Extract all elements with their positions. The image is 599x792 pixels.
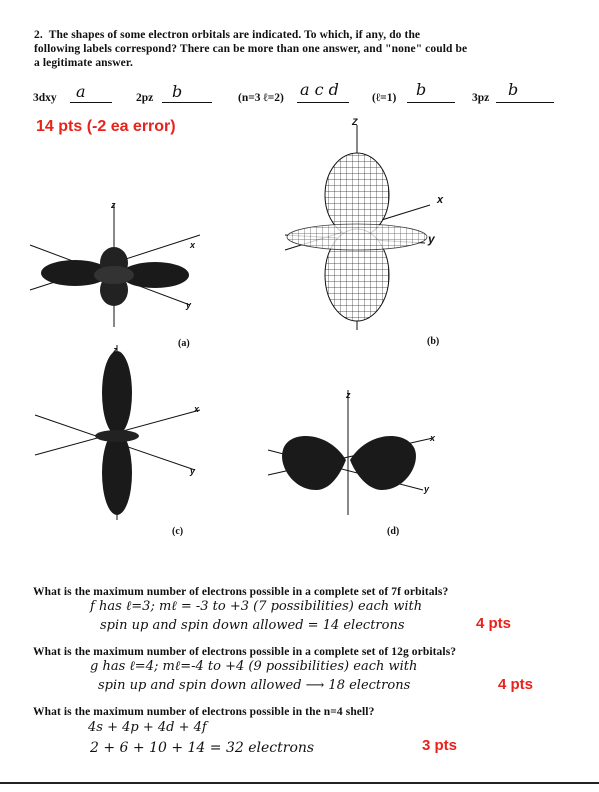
fig-d-caption: (d)	[387, 526, 400, 537]
answer-12g-line-1: g has ℓ=4; mℓ=-4 to +4 (9 possibilities) each with	[90, 659, 418, 674]
fig-b-caption: (b)	[427, 336, 440, 347]
fig-d-y-label: y	[424, 484, 430, 494]
answer-n3-l2: a c d	[300, 80, 339, 99]
label-2pz: 2pz	[136, 92, 154, 104]
fig-a-z-label: z	[111, 200, 116, 210]
fig-a-x-label: x	[190, 240, 196, 250]
answer-7f-line-1: f has ℓ=3; mℓ = -3 to +3 (7 possibilities) each with	[90, 599, 423, 614]
question-n4: What is the maximum number of electrons possible in the n=4 shell?	[33, 706, 375, 718]
grade-7f: 4 pts	[476, 615, 512, 632]
fig-c-y-label: y	[190, 466, 196, 476]
grade-n4: 3 pts	[422, 737, 458, 754]
label-3pz: 3pz	[472, 92, 490, 104]
answer-n4-line-1: 4s + 4p + 4d + 4f	[88, 720, 207, 735]
answer-3pz: b	[508, 80, 519, 99]
label-l1: (ℓ=1)	[372, 92, 397, 104]
answer-2pz: b	[172, 82, 183, 101]
blank-3pz[interactable]	[496, 90, 554, 103]
orbital-figure-a	[30, 195, 210, 335]
page-bottom-rule	[0, 782, 599, 784]
question-line-1: The shapes of some electron orbitals are indicated. To which, if any, do the	[48, 29, 421, 41]
orbital-figure-c	[35, 345, 210, 525]
question-line-2: following labels correspond? There can be more than one answer, and "none" could be	[34, 43, 468, 55]
grade-question-2: 14 pts (-2 ea error)	[36, 118, 176, 135]
answer-3dxy: a	[76, 82, 86, 101]
answer-l1: b	[416, 80, 427, 99]
blank-2pz[interactable]	[162, 90, 212, 103]
fig-a-caption: (a)	[178, 338, 190, 349]
fig-b-y-label: y	[428, 232, 435, 246]
fig-b-x-label: x	[437, 194, 444, 206]
orbital-figure-d	[268, 390, 438, 520]
fig-c-z-label: z	[113, 345, 118, 355]
fig-c-x-label: x	[194, 404, 200, 414]
answer-7f-line-2: spin up and spin down allowed = 14 electrons	[100, 618, 405, 633]
fig-d-z-label: z	[346, 390, 351, 400]
fig-b-z-label: Z	[352, 117, 358, 127]
fig-a-y-label: y	[186, 300, 192, 310]
question-line-3: a legitimate answer.	[34, 57, 133, 69]
fig-d-x-label: x	[430, 433, 436, 443]
question-12g: What is the maximum number of electrons possible in a complete set of 12g orbitals?	[33, 646, 457, 658]
question-2-text	[34, 28, 584, 70]
question-7f: What is the maximum number of electrons possible in a complete set of 7f orbitals?	[33, 586, 449, 598]
grade-12g: 4 pts	[498, 676, 534, 693]
fig-c-caption: (c)	[172, 526, 184, 537]
label-3dxy: 3dxy	[33, 92, 57, 104]
blank-l1[interactable]	[407, 90, 455, 103]
label-n3-l2: (n=3 ℓ=2)	[238, 92, 284, 104]
answer-12g-line-2: spin up and spin down allowed ⟶ 18 electrons	[98, 678, 411, 693]
answer-n4-line-2: 2 + 6 + 10 + 14 = 32 electrons	[90, 740, 315, 756]
question-number: 2.	[34, 29, 43, 41]
